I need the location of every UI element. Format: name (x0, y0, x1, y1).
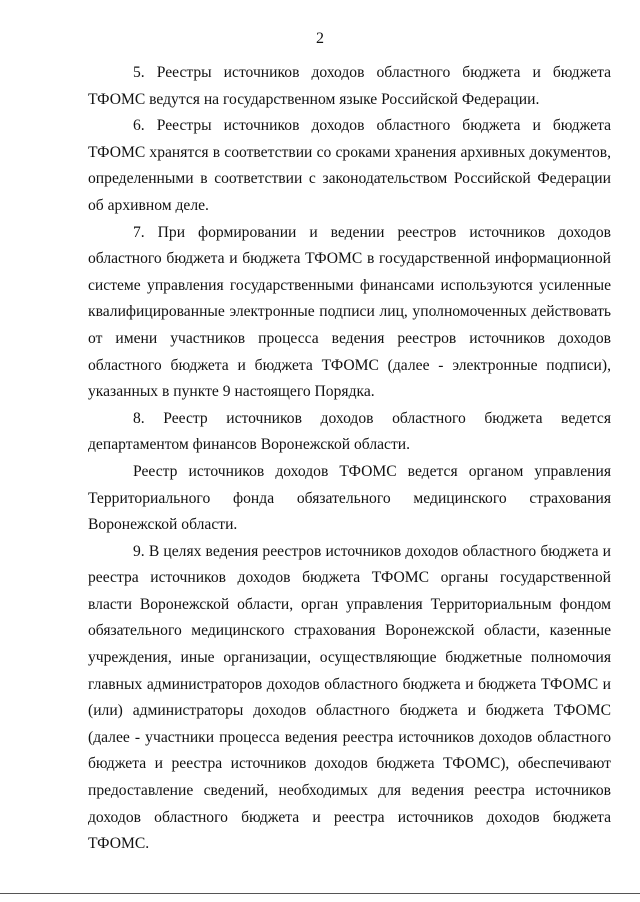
document-body (88, 60, 611, 858)
paragraph-8-continued: Реестр источников доходов ТФОМС ведется органом управления Территориального фонда обязательного медицинского страхования Воронежской области. (88, 462, 611, 534)
page-number: 2 (316, 30, 324, 47)
paragraph-8: 8. Реестр источников доходов областного бюджета ведется департаментом финансов Воронежской области. (88, 409, 611, 454)
paragraph-9: 9. В целях ведения реестров источников доходов областного бюджета и реестра источников доходов бюджета ТФОМС органы государственной власти Воронежской области, орган управления Территориальным фондом обязательного медицинского страхования Воронежской области, казенные учреждения, иные организации, осуществляющие бюджетные полномочия главных администраторов доходов областного бюджета и бюджета ТФОМС и (или) администраторы доходов областного бюджета и бюджета ТФОМС (далее - участники процесса ведения реестра источников доходов областного бюджета и реестра источников доходов бюджета ТФОМС), обеспечивают предоставление сведений, необходимых для ведения реестра источников доходов областного бюджета и реестра источников доходов бюджета ТФОМС. (88, 542, 611, 853)
paragraph-5: 5. Реестры источников доходов областного бюджета и бюджета ТФОМС ведутся на государственном языке Российской Федерации. (88, 64, 611, 108)
paragraph-6: 6. Реестры источников доходов областного бюджета и бюджета ТФОМС хранятся в соответствии со сроками хранения архивных документов, определенными в соответствии с законодательством Российской Федерации об архивном деле. (88, 117, 611, 214)
bottom-edge-line (0, 893, 640, 894)
paragraph-7: 7. При формировании и ведении реестров источников доходов областного бюджета и бюджета ТФОМС в государственной информационной системе управления государственными финансами используются усиленные квалифицированные электронные подписи лиц, уполномоченных действовать от имени участников процесса ведения реестров источников доходов областного бюджета и бюджета ТФОМС (далее - электронные подписи), указанных в пункте 9 настоящего Порядка. (88, 223, 611, 401)
